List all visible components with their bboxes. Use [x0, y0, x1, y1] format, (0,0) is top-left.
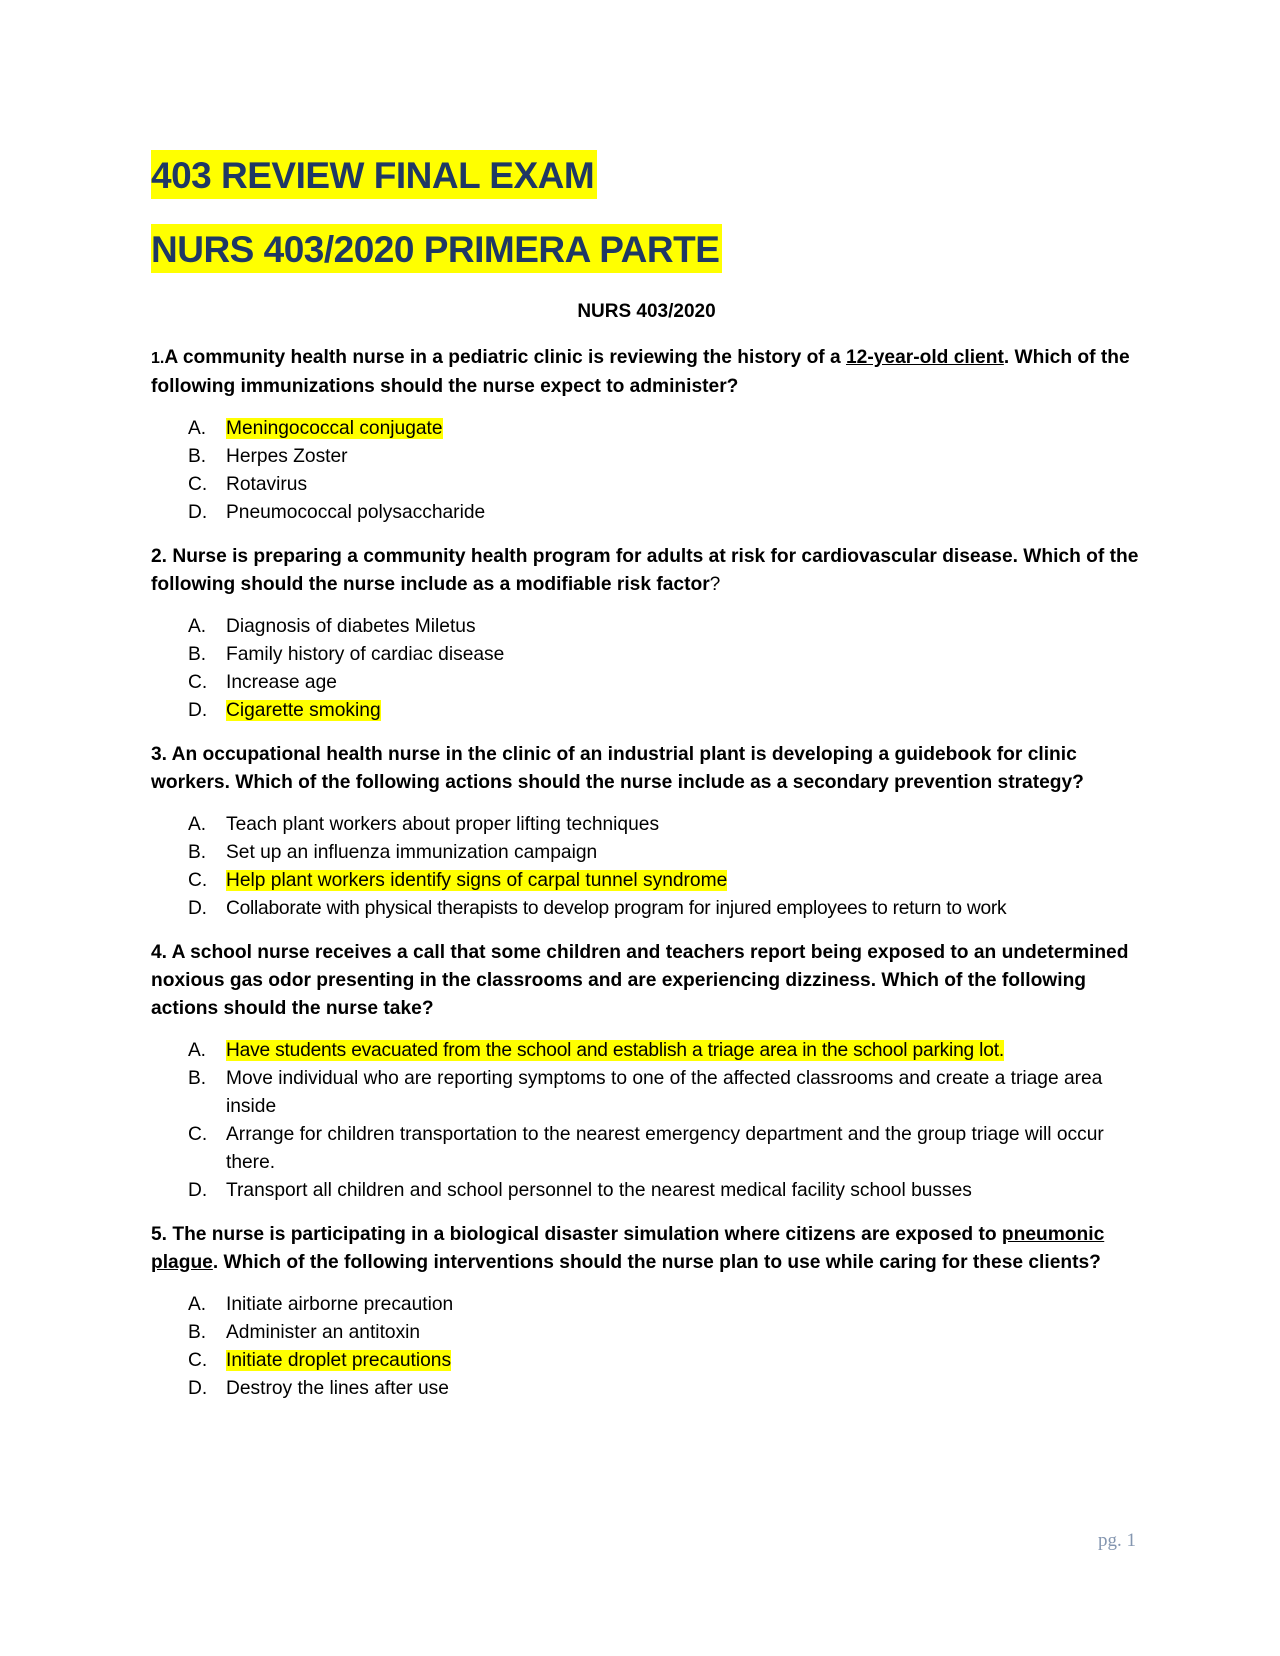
option-a — [151, 811, 1150, 839]
answer-options — [151, 613, 1150, 725]
option-c — [151, 1121, 1150, 1177]
option-letter: D. — [188, 1378, 208, 1399]
underlined-term: 12-year-old client — [846, 347, 1004, 368]
option-text: Transport all children and school personnel to the nearest medical facility school busses — [226, 1180, 972, 1201]
option-c — [151, 1347, 1150, 1375]
page-number: pg. 1 — [1098, 1530, 1136, 1551]
answer-options — [151, 1037, 1150, 1205]
option-letter: A. — [188, 1040, 206, 1061]
option-letter: D. — [188, 898, 207, 919]
title-line-1: 403 REVIEW FINAL EXAM — [151, 150, 597, 199]
question-1 — [151, 344, 1150, 527]
option-letter: B. — [188, 1322, 207, 1343]
option-text: Herpes Zoster — [226, 446, 348, 467]
option-d — [151, 697, 1150, 725]
option-letter: B. — [188, 842, 207, 863]
question-text — [151, 741, 1150, 797]
option-text-correct: Help plant workers identify signs of carpal tunnel syndrome — [226, 870, 728, 891]
option-text: Diagnosis of diabetes Miletus — [226, 616, 476, 637]
question-text-part: An occupational health nurse in the clinic of an industrial plant is developing a guidebook for clinic workers. Which of the following actions should the nurse include as a secondary prevention strategy? — [151, 744, 1084, 793]
option-letter: A. — [188, 814, 207, 835]
document-title — [151, 150, 1150, 200]
question-mark: ? — [709, 574, 721, 595]
option-text: Arrange for children transportation to the nearest emergency department and the group triage will occur there. — [226, 1124, 1104, 1173]
option-text: Collaborate with physical therapists to develop program for injured employees to return to work — [226, 898, 1007, 919]
option-text: Set up an influenza immunization campaign — [226, 842, 598, 863]
title-line-2: NURS 403/2020 PRIMERA PARTE — [151, 224, 722, 273]
option-letter: A. — [188, 1294, 207, 1315]
option-c — [151, 471, 1150, 499]
option-a — [151, 1291, 1150, 1319]
option-b — [151, 839, 1150, 867]
option-a — [151, 1037, 1150, 1065]
question-4 — [151, 939, 1150, 1205]
question-3 — [151, 741, 1150, 923]
option-text: Pneumococcal polysaccharide — [226, 502, 486, 523]
question-number: 4. — [151, 942, 168, 963]
question-number: 5. — [151, 1224, 168, 1245]
option-letter: A. — [188, 418, 207, 439]
question-text-part: The nurse is participating in a biological disaster simulation where citizens are exposed to — [172, 1224, 1002, 1245]
option-text: Family history of cardiac disease — [226, 644, 505, 665]
option-letter: C. — [188, 870, 208, 891]
option-letter: C. — [188, 1350, 208, 1371]
question-2 — [151, 543, 1150, 725]
option-text: Move individual who are reporting symptoms to one of the affected classrooms and create a triage area inside — [226, 1068, 1103, 1117]
option-a — [151, 415, 1150, 443]
option-text-correct: Initiate droplet precautions — [226, 1350, 452, 1371]
question-text — [151, 344, 1150, 401]
option-text: Administer an antitoxin — [226, 1322, 421, 1343]
question-number: 2. — [151, 546, 168, 567]
option-letter: C. — [188, 1124, 208, 1145]
question-text-part: A community health nurse in a pediatric clinic is reviewing the history of a — [164, 347, 847, 368]
option-text-correct: Meningococcal conjugate — [226, 418, 443, 439]
option-b — [151, 1319, 1150, 1347]
question-number: 3. — [151, 744, 168, 765]
option-letter: D. — [188, 700, 208, 721]
option-letter: D. — [188, 1180, 208, 1201]
question-text-part: . Which of the following immunizations should the nurse expect to administer? — [151, 347, 1130, 397]
option-letter: A. — [188, 616, 207, 637]
option-b — [151, 1065, 1150, 1121]
option-letter: B. — [188, 1068, 207, 1089]
option-d — [151, 1375, 1150, 1403]
option-text-correct: Have students evacuated from the school and establish a triage area in the school parking lot. — [226, 1040, 1004, 1061]
option-c — [151, 669, 1150, 697]
answer-options — [151, 811, 1150, 923]
option-text: Rotavirus — [226, 474, 308, 495]
option-d — [151, 1177, 1150, 1205]
question-text-part: . Which of the following interventions should the nurse plan to use while caring for these clients? — [212, 1252, 1101, 1273]
option-text: Increase age — [226, 672, 337, 693]
option-letter: B. — [188, 446, 207, 467]
question-text — [151, 1221, 1150, 1277]
question-text-part: A school nurse receives a call that some children and teachers report being exposed to an undetermined noxious gas odor presenting in the classrooms and are experiencing dizziness. Which of the following actions should the nurse take? — [151, 942, 1129, 1019]
answer-options — [151, 1291, 1150, 1403]
option-text-correct: Cigarette smoking — [226, 700, 381, 721]
option-a — [151, 613, 1150, 641]
option-letter: B. — [188, 644, 207, 665]
option-text: Teach plant workers about proper lifting techniques — [226, 814, 660, 835]
option-b — [151, 641, 1150, 669]
option-letter: D. — [188, 502, 208, 523]
option-d — [151, 499, 1150, 527]
underlined-term: pneumonic plague — [151, 1224, 1105, 1273]
option-d — [151, 895, 1150, 923]
question-5 — [151, 1221, 1150, 1403]
option-c — [151, 867, 1150, 895]
question-text-part: Nurse is preparing a community health program for adults at risk for cardiovascular disease. Which of the following should the nurse include as a modifiable risk factor — [151, 546, 1139, 595]
option-letter: C. — [188, 474, 208, 495]
question-number: 1. — [151, 350, 165, 367]
course-code: NURS 403/2020 — [577, 301, 716, 322]
question-text — [151, 939, 1150, 1023]
option-text: Initiate airborne precaution — [226, 1294, 454, 1315]
question-text — [151, 543, 1150, 599]
option-letter: C. — [188, 672, 208, 693]
document-subtitle-heading — [151, 224, 1150, 274]
option-b — [151, 443, 1150, 471]
option-text: Destroy the lines after use — [226, 1378, 449, 1399]
answer-options — [151, 415, 1150, 527]
